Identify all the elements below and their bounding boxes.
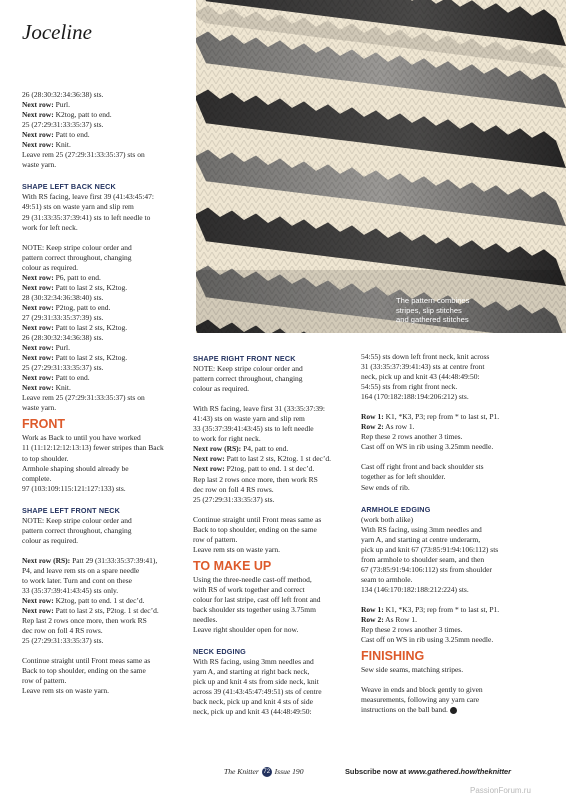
- row-text: P4, patt to end.: [241, 444, 289, 454]
- footer-issue: The Knitter 72 Issue 190: [224, 767, 304, 776]
- row-text: K2tog, patt to end.: [53, 110, 112, 120]
- major-heading: FRONT: [22, 417, 66, 432]
- paragraph-gap: [361, 402, 551, 412]
- text-line: pattern correct throughout, changing: [22, 252, 132, 262]
- paragraph-gap: [193, 635, 358, 645]
- instruction-row: [22, 283, 192, 293]
- row-label: Row 1:: [361, 412, 384, 422]
- text-line: 28 (30:32:34:36:38:40) sts.: [22, 292, 104, 302]
- instruction-row: [22, 373, 192, 383]
- text-line: Leave rem 25 (27:29:31:33:35:37) sts on: [22, 150, 145, 160]
- row-text: Purl.: [53, 100, 70, 110]
- text-line: 134 (146:170:182:188:212:224) sts.: [361, 584, 469, 594]
- photo-caption: The pattern combines stripes, slip stitches and gathered stitches: [396, 296, 470, 324]
- text-line: 54:55) sts from right front neck.: [361, 382, 458, 392]
- instruction-row: [22, 303, 192, 313]
- text-line: Leave rem 25 (27:29:31:33:35:37) sts on: [22, 393, 145, 403]
- text-line: row of pattern.: [193, 534, 238, 544]
- text-line: yarn A, and starting at centre underarm,: [361, 534, 481, 544]
- text-line: measurements, following any yarn care: [361, 695, 480, 705]
- row-text: Patt to last 2 sts, P2tog. 1 st dec’d.: [53, 606, 159, 616]
- text-line: seam to armhole.: [361, 574, 413, 584]
- text-line: 29 (31:33:35:37:39:41) sts to left needle to: [22, 212, 151, 222]
- subscribe-link[interactable]: www.gathered.how/theknitter: [408, 767, 512, 776]
- row-text: Patt to last 2 sts, K2tog.: [53, 353, 128, 363]
- knitted-fabric-photo: [196, 0, 566, 333]
- instruction-row: [22, 353, 192, 363]
- row-label: Next row:: [22, 282, 54, 292]
- column-middle: [193, 352, 358, 717]
- text-line: waste yarn.: [22, 403, 57, 413]
- paragraph-gap: [361, 675, 551, 685]
- text-line: Work as Back to until you have worked: [22, 433, 141, 443]
- text-line: 31 (33:35:37:39:41:43) sts at centre front: [361, 362, 485, 372]
- text-line: back shoulder sts together using 3.75mm: [193, 604, 316, 614]
- text-line: Cast off right front and back shoulder sts: [361, 462, 484, 472]
- row-text: K1, *K3, P3; rep from * to last st, P1.: [383, 412, 500, 422]
- text-line: With RS facing, using 3mm needles and: [193, 657, 314, 667]
- section-heading: SHAPE LEFT BACK NECK: [22, 182, 116, 192]
- text-line: instructions on the ball band.: [361, 705, 551, 715]
- row-label: Next row (RS):: [193, 444, 242, 454]
- text-line: neck, pick up and knit 43 (44:48:49:50:: [361, 372, 480, 382]
- text-line: dec row on foll 4 RS rows.: [193, 484, 274, 494]
- text-line: Sew side seams, matching stripes.: [361, 665, 464, 675]
- row-text: Knit.: [53, 140, 71, 150]
- text-line: Back to top shoulder, ending on the same: [22, 666, 146, 676]
- row-text: P6, patt to end.: [53, 272, 101, 282]
- instruction-row: [22, 606, 192, 616]
- text-line: complete.: [22, 473, 52, 483]
- paragraph-gap: [193, 394, 358, 404]
- row-label: Next row:: [193, 464, 225, 474]
- text-line: With RS facing, leave first 39 (41:43:45:47:: [22, 192, 154, 202]
- text-line: Sew ends of rib.: [361, 482, 410, 492]
- text-line: P4, and leave rem sts on a spare needle: [22, 565, 140, 575]
- paragraph-gap: [22, 494, 192, 504]
- row-label: Next row:: [22, 272, 54, 282]
- row-label: Next row:: [193, 454, 225, 464]
- text-line: 27 (29:31:33:35:37:39) sts.: [22, 312, 104, 322]
- instruction-row: [22, 273, 192, 283]
- text-line: pick up and knit 67 (73:85:91:94:106:112) sts: [361, 544, 499, 554]
- text-line: work for left neck.: [22, 222, 78, 232]
- text-line: (work both alike): [361, 514, 414, 524]
- row-label: Next row:: [22, 302, 54, 312]
- major-heading: FINISHING: [361, 649, 425, 664]
- text-line: neck, pick up and knit 43 (44:48:49:50:: [193, 707, 312, 717]
- text-line: 26 (28:30:32:34:36:38) sts.: [22, 333, 104, 343]
- paragraph-gap: [193, 505, 358, 515]
- row-text: Patt to last 2 sts, K2tog. 1 st dec’d.: [224, 454, 331, 464]
- section-heading: SHAPE RIGHT FRONT NECK: [193, 354, 296, 363]
- row-text: Purl.: [53, 343, 70, 353]
- section-heading: NECK EDGING: [193, 647, 246, 657]
- text-line: 25 (27:29:31:33:35:37) sts.: [22, 363, 104, 373]
- row-label: Next row:: [22, 130, 54, 140]
- page-number-badge: 72: [263, 769, 271, 776]
- end-of-pattern-icon: [450, 707, 457, 714]
- instruction-row: [22, 343, 192, 353]
- text-line: to work for right neck.: [193, 434, 261, 444]
- page-footer: [0, 767, 566, 781]
- text-line: Back to top shoulder, ending on the same: [193, 524, 317, 534]
- text-line: to work later. Turn and cont on these: [22, 575, 132, 585]
- text-line: NOTE: Keep stripe colour order and: [22, 515, 132, 525]
- row-label: Row 2:: [361, 615, 384, 625]
- text-line: Rep last 2 rows once more, then work RS: [22, 616, 147, 626]
- text-line: together as for left shoulder.: [361, 472, 446, 482]
- text-line: 26 (28:30:32:34:36:38) sts.: [22, 90, 104, 99]
- instruction-row: [22, 110, 192, 120]
- footer-subscribe: Subscribe now at www.gathered.how/theknitter: [345, 767, 512, 776]
- instruction-row: [361, 605, 551, 615]
- text-line: Weave in ends and block gently to given: [361, 685, 483, 695]
- section-heading: ARMHOLE EDGING: [361, 504, 431, 514]
- instruction-row: [22, 596, 192, 606]
- text-line: Rep these 2 rows another 3 times.: [361, 625, 463, 635]
- text-line: row of pattern.: [22, 676, 67, 686]
- row-label: Next row:: [22, 110, 54, 120]
- watermark: PassionForum.ru: [470, 786, 531, 795]
- text-line: 41:43) sts on waste yarn and slip rem: [193, 414, 305, 424]
- text-line: pattern correct throughout, changing: [22, 525, 132, 535]
- row-label: Next row (RS):: [22, 555, 71, 565]
- row-text: P2tog, patt to end. 1 st dec’d.: [224, 464, 315, 474]
- row-label: Next row:: [22, 100, 54, 110]
- row-label: Next row:: [22, 353, 54, 363]
- text-line: NOTE: Keep stripe colour order and: [22, 242, 132, 252]
- row-label: Next row:: [22, 343, 54, 353]
- text-line: 164 (170:182:188:194:206:212) sts.: [361, 392, 469, 402]
- text-line: back neck, pick up and knit 4 sts of side: [193, 697, 313, 707]
- text-line: Continue straight until Front meas same as: [193, 514, 322, 524]
- text-line: 49:51) sts on waste yarn and slip rem: [22, 202, 134, 212]
- instruction-row: [193, 444, 358, 454]
- column-right: [361, 352, 551, 715]
- text-line: across 39 (41:43:45:47:49:51) sts of centre: [193, 687, 322, 697]
- text-line: dec row on foll 4 RS rows.: [22, 626, 103, 636]
- paragraph-gap: [22, 646, 192, 656]
- row-text: Patt to end.: [53, 130, 90, 140]
- text-line: 33 (35:37:39:41:43:45) sts only.: [22, 586, 119, 596]
- text-line: 97 (103:109:115:121:127:133) sts.: [22, 483, 126, 493]
- row-label: Next row:: [22, 383, 54, 393]
- paragraph-gap: [361, 493, 551, 503]
- paragraph-gap: [22, 233, 192, 243]
- row-text: Patt to last 2 sts, K2tog.: [53, 322, 128, 332]
- text-line: waste yarn.: [22, 160, 57, 170]
- text-line: from armhole to shoulder seam, and then: [361, 554, 485, 564]
- instruction-row: [361, 615, 551, 625]
- text-line: pattern correct throughout, changing: [193, 374, 303, 384]
- text-line: 54:55) sts down left front neck, knit across: [361, 352, 490, 361]
- section-heading: SHAPE LEFT FRONT NECK: [22, 505, 121, 515]
- instruction-row: [361, 412, 551, 422]
- text-line: 11 (11:12:12:12:13:13) fewer stripes than Back: [22, 443, 164, 453]
- row-label: Next row:: [22, 606, 54, 616]
- row-label: Row 1:: [361, 604, 384, 614]
- paragraph-gap: [22, 546, 192, 556]
- paragraph-gap: [22, 170, 192, 180]
- row-text: K2tog, patt to end. 1 st dec’d.: [53, 596, 145, 606]
- instruction-row: [361, 422, 551, 432]
- major-heading: TO MAKE UP: [193, 558, 272, 573]
- text-line: Cast off on WS in rib using 3.25mm needle.: [361, 442, 494, 452]
- text-line: 25 (27:29:31:33:35:37) sts.: [193, 494, 275, 504]
- text-line: colour as required.: [22, 262, 79, 272]
- text-line: Leave rem sts on waste yarn.: [193, 544, 281, 554]
- text-line: 33 (35:37:39:41:43:45) sts to left needle: [193, 424, 314, 434]
- text-line: colour for last stripe, cast off left front and: [193, 594, 321, 604]
- text-line: pick up and knit 4 sts from side neck, knit: [193, 677, 319, 687]
- text-line: NOTE: Keep stripe colour order and: [193, 364, 303, 374]
- text-line: to top shoulder.: [22, 453, 69, 463]
- instruction-row: [193, 464, 358, 474]
- row-text: P2tog, patt to end.: [53, 302, 111, 312]
- text-line: 67 (73:85:91:94:106:112) sts from shoulder: [361, 564, 492, 574]
- row-text: As row 1.: [383, 422, 415, 432]
- instruction-row: [22, 130, 192, 140]
- text-line: needles.: [193, 615, 218, 625]
- text-line: colour as required.: [22, 535, 79, 545]
- instruction-row: [193, 454, 358, 464]
- text-line: Rep last 2 rows once more, then work RS: [193, 474, 318, 484]
- row-text: Patt to last 2 sts, K2tog.: [53, 282, 128, 292]
- knitted-stripes-image: [196, 0, 566, 333]
- text-line: Using the three-needle cast-off method,: [193, 574, 312, 584]
- instruction-row: [22, 100, 192, 110]
- text-line: colour as required.: [193, 384, 250, 394]
- instruction-row: [22, 383, 192, 393]
- text-line: 25 (27:29:31:33:35:37) sts.: [22, 636, 104, 646]
- text-line: Cast off on WS in rib using 3.25mm needle.: [361, 635, 494, 645]
- column-left: [22, 90, 192, 696]
- row-text: As Row 1.: [383, 615, 418, 625]
- text-line: Leave right shoulder open for now.: [193, 625, 299, 635]
- row-text: Knit.: [53, 383, 71, 393]
- paragraph-gap: [361, 595, 551, 605]
- row-text: K1, *K3, P3; rep from * to last st, P1.: [383, 604, 500, 614]
- text-line: Rep these 2 rows another 3 times.: [361, 432, 463, 442]
- text-line: with RS of work together and correct: [193, 584, 305, 594]
- text-line: With RS facing, leave first 31 (33:35:37:39:: [193, 404, 325, 414]
- instruction-row: [22, 323, 192, 333]
- row-text: Patt 29 (31:33:35:37:39:41),: [70, 555, 158, 565]
- row-label: Next row:: [22, 596, 54, 606]
- row-label: Next row:: [22, 322, 54, 332]
- instruction-row: [22, 140, 192, 150]
- text-line: 25 (27:29:31:33:35:37) sts.: [22, 120, 104, 130]
- text-line: Continue straight until Front meas same as: [22, 656, 151, 666]
- row-label: Row 2:: [361, 422, 384, 432]
- text-line: With RS facing, using 3mm needles and: [361, 524, 482, 534]
- row-label: Next row:: [22, 373, 54, 383]
- row-text: Patt to end.: [53, 373, 90, 383]
- text-line: Armhole shaping should already be: [22, 463, 129, 473]
- text-line: Leave rem sts on waste yarn.: [22, 686, 110, 696]
- pattern-title: Joceline: [22, 20, 92, 44]
- text-line: yarn A, and starting at right back neck,: [193, 667, 310, 677]
- paragraph-gap: [361, 452, 551, 462]
- instruction-row: [22, 556, 192, 566]
- row-label: Next row:: [22, 140, 54, 150]
